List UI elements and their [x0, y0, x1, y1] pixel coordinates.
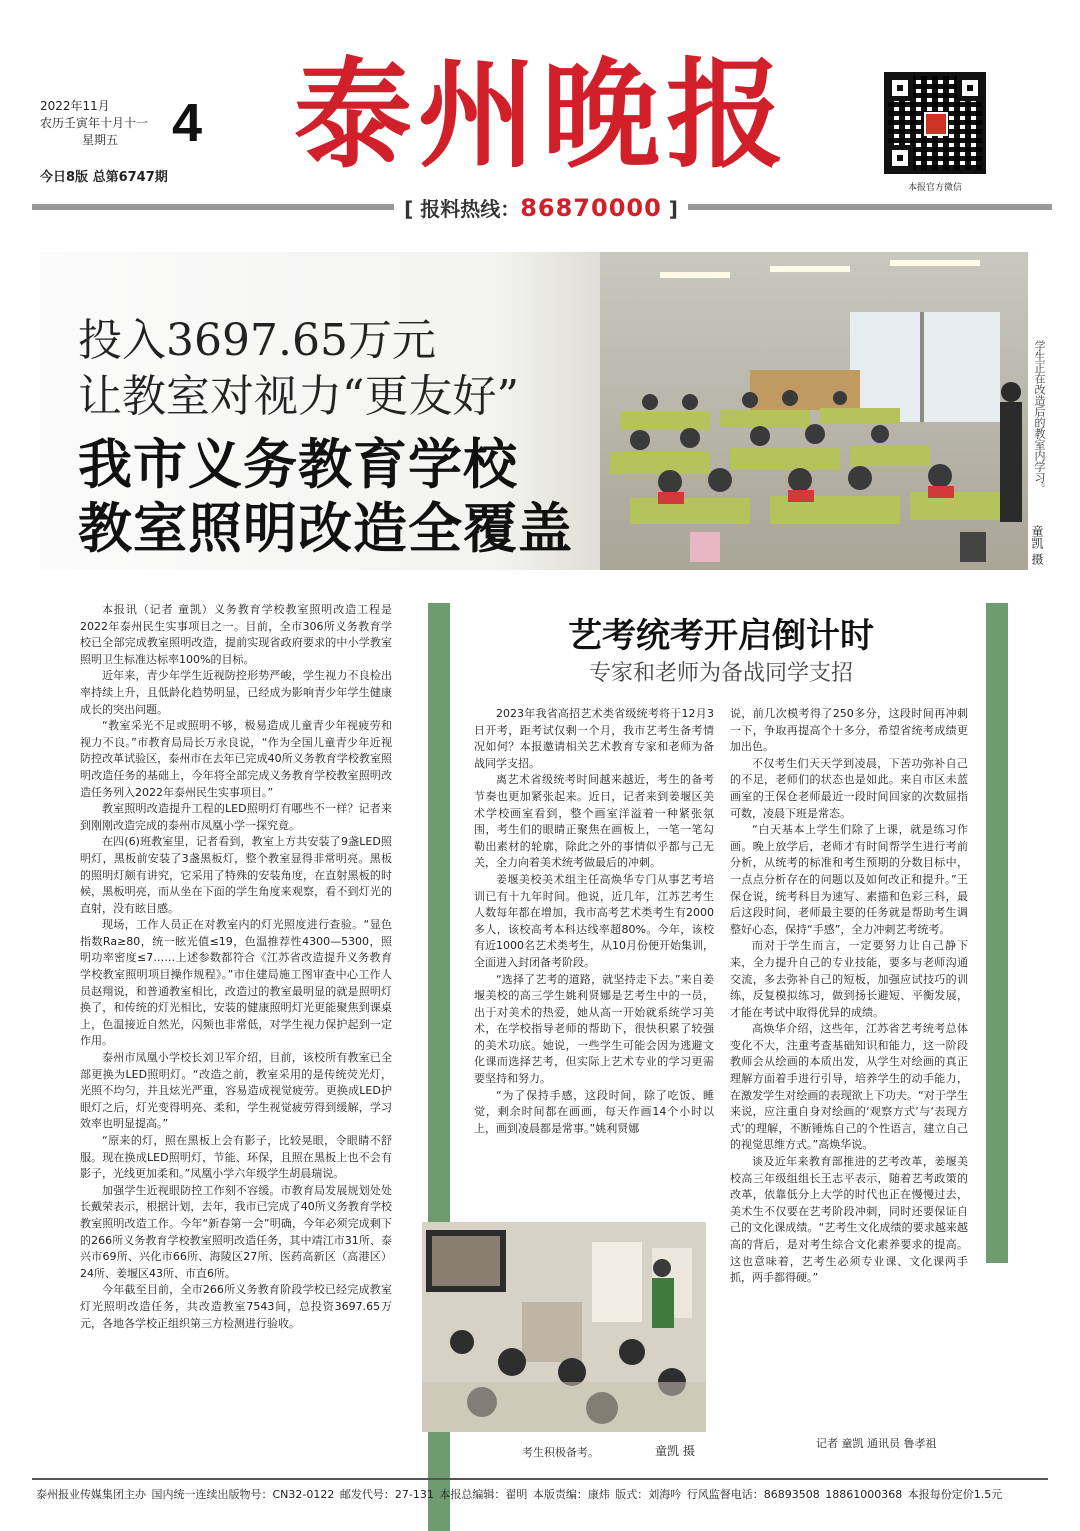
paragraph: 泰州市凤凰小学校长刘卫军介绍，目前，该校所有教室已全部更换为LED照明灯。“改造之前，教室采用的是传统荧光灯，光照不均匀，并且炫光严重，容易造成视觉疲劳。更换成LED护眼灯之后，灯光变得明亮、柔和，学生视觉疲劳得到缓解，学习效率也明显提高。”: [80, 1051, 392, 1131]
article-byline: 记者 童凯 通讯员 鲁孝祖: [816, 1437, 937, 1450]
hero-headline-main-2: 教室照明改造全覆盖: [78, 497, 573, 560]
paragraph: 本报讯（记者 童凯）义务教育学校教室照明改造工程是2022年泰州民生实事项目之一。目前，全市306所义务教育学校已全部完成教室照明改造，提前实现省政府要求的中小学教室照明卫生标准达标率100%的目标。: [80, 603, 392, 666]
photo-side-caption: 学生正在改造后的教室内学习。: [1033, 340, 1046, 494]
paragraph: 加强学生近视眼防控工作刻不容缓。市教育局发展规划处处长戴荣表示，根据计划，去年，我市已完成了40所义务教育学校教室照明改造工作。今年“新春第一会”明确，今年必须完成剩下的266所义务教育学校教室照明改造任务，其中靖江市31所、泰兴市69所、兴化市66所、海陵区27所、医药高新区（高港区）24所、姜堰区43所、市直6所。: [80, 1183, 392, 1280]
paragraph: 2023年我省高招艺术类省级统考将于12月3日开考，距考试仅剩一个月，我市艺考生备考情况如何？本报邀请相关艺术教育专家和老师为备战同学支招。: [474, 707, 714, 770]
qr-caption: 本报官方微信: [907, 183, 962, 193]
hotline: [396, 193, 686, 222]
photo-side-credit: 童凯 摄: [1030, 525, 1044, 565]
paragraph: “原来的灯，照在黑板上会有影子，比较晃眼，令眼睛不舒服。现在换成LED照明灯，节能、环保，且照在黑板上也不会有影子，光线更加柔和。”凤凰小学六年级学生胡晨瑞说。: [80, 1134, 392, 1181]
date-block: [40, 93, 220, 153]
paragraph: 姜堰美校美术组主任高焕华专门从事艺考培训已有十九年时间。他说，近几年，江苏艺考生人数每年都在增加，我市高考艺术类考生有2000多人，该校高考本科达线率超80%。今年，该校有近1000名艺术类考生，从10月份便开始集训，全面进入封闭备考阶段。: [474, 872, 714, 969]
paragraph: 现场，工作人员正在对教室内的灯光照度进行查验。“显色指数Ra≥80，统一眩光值≤19，色温推荐性4300—5300，照明功率密度≤7……上述参数都符合《江苏省改造提升义务教育学校教室照明项目操作规程》。”市住建局施工图审查中心工作人员赵翔说，和普通教室相比，改造过的教室最明显的就是照明灯换了，和传统的灯光相比，安装的健康照明灯光更能聚焦到课桌上，色温接近自然光，闪频也非常低，对学生视力保护起到一定作用。: [80, 918, 392, 1048]
qr-logo-icon: [924, 112, 948, 136]
paragraph: 教室照明改造提升工程的LED照明灯有哪些不一样？记者来到刚刚改造完成的泰州市凤凰小学一探究竟。: [80, 802, 392, 832]
hotline-bracket: [: [404, 197, 421, 221]
hero-headline-main-1: 我市义务教育学校: [78, 433, 518, 496]
paragraph: “选择了艺考的道路，就坚持走下去。”来自姜堰美校的高三学生姚利贤娜是艺考生中的一员，出于对美术的热爱，她从高一开始就系统学习美术，在学校指导老师的帮助下，很快积累了较强的美术功底。她说，一些学生可能会因为逃避文化课而选择艺考，但实际上艺术专业的学习更需要坚持和努力。: [474, 972, 714, 1086]
article-art-exam-title: 艺考统考开启倒计时: [568, 616, 874, 656]
paragraph: 而对于学生而言，一定要努力让自己静下来，全力提升自己的专业技能，要多与老师沟通交流，多去弥补自己的短板，加强应试技巧的训练，反复模拟练习，做到扬长避短、平衡发展，才能在考试中取得优异的成绩。: [730, 939, 968, 1019]
paragraph: “白天基本上学生们除了上课，就是练习作画。晚上放学后，老师才有时间帮学生进行考前分析，从统考的标准和考生预期的分数目标中，一点点分析存在的问题以及如何改正和提升。”王保仓说，统考科目为速写、素描和色彩三科，最后这段时间，老师最主要的任务就是帮助考生调整好心态，保持“手感”，全力冲刺艺考统考。: [730, 823, 968, 936]
paragraph: “为了保持手感，这段时间，除了吃饭、睡觉，剩余时间都在画画，每天作画14个小时以上，画到凌晨都是常事。”姚利贤娜: [474, 1088, 714, 1135]
paragraph: 不仅考生们天天学到凌晨，下苦功弥补自己的不足，老师们的状态也是如此。来自市区未蓝画室的王保仓老师最近一段时间回家的次数屈指可数，凌晨下班是常态。: [730, 756, 968, 820]
article-art-exam-col-left: [474, 706, 714, 1137]
art-studio-image: [422, 1222, 706, 1432]
masthead-rule-left: [32, 204, 394, 210]
classroom-photo: [600, 252, 1028, 570]
art-photo-caption: 考生积极备考。: [522, 1446, 599, 1459]
date-day: 4: [172, 93, 203, 153]
paragraph: 近年来，青少年学生近视防控形势严峻，学生视力不良检出率持续上升，且低龄化趋势明显，已经成为影响青少年学生健康成长的突出问题。: [80, 669, 392, 716]
paragraph: 在四(6)班教室里，记者看到，教室上方共安装了9盏LED照明灯，黑板前安装了3盏黑板灯，整个教室显得非常明亮。黑板的照明灯颇有讲究，它采用了特殊的安装角度，在直射黑板的时候，黑板明亮，而从坐在下面的学生角度来观察，看不到灯光的直射，没有眩目感。: [80, 835, 392, 915]
section-accent-bar: [986, 603, 1008, 1263]
paragraph: 说，前几次模考得了250多分，这段时间再冲刺一下，争取再提高个十多分，希望省统考成绩更加出色。: [730, 707, 968, 754]
newspaper-title: 泰州晚报: [293, 45, 790, 184]
article-art-exam-col-right: [730, 706, 968, 1287]
hero-headline-investment: 投入3697.65万元: [78, 315, 436, 366]
edition-info: 今日8版 总第6747期: [40, 170, 168, 185]
paragraph: 高焕华介绍，这些年，江苏省艺考统考总体变化不大，注重考查基础知识和能力，这一阶段教师会从绘画的本质出发，从学生对绘画的真正理解方面着手进行引导，培养学生的动手能力，在激发学生对绘画的表现欲上下功夫。“对于学生来说，应注重自身对绘画的‘观察方式’与‘表现方式’的理解，不断锤炼自己的个性语言，建立自己的视觉思维方式。”高焕华说。: [730, 1022, 968, 1152]
footer-publication-info: 泰州报业传媒集团主办 国内统一连续出版物号：CN32-0122 邮发代号：27-131 本报总编辑：翟明 本版责编：康炜 版式：刘海吟 行风监督电话：86893508 18861000368 本报每份定价1.5元: [36, 1488, 1003, 1501]
paragraph: “教室采光不足或照明不够，极易造成儿童青少年视疲劳和视力不良。”市教育局局长万永良说，“作为全国儿童青少年近视防控改革试验区，泰州市在去年已完成40所义务教育学校教室照明改造任务的基础上，今年将全部完成义务教育学校教室照明改造任务列入2022年泰州民生实事项目。”: [80, 719, 392, 799]
date-gregorian: 2022年11月: [40, 99, 110, 113]
hero-headline-friendly: 让教室对视力“更友好”: [78, 371, 519, 422]
art-photo-credit: 童凯 摄: [655, 1444, 695, 1458]
date-lunar: 农历壬寅年十月十一: [40, 116, 149, 130]
hotline-number: 86870000: [520, 194, 662, 222]
article-art-exam-deck: 专家和老师为备战同学支招: [588, 661, 853, 686]
hotline-bracket: ]: [661, 197, 678, 221]
qr-corner: [887, 75, 913, 101]
paragraph: 今年截至目前，全市266所义务教育阶段学校已经完成教室灯光照明改造任务，共改造教室7543间，总投资3697.65万元，各地各学校正组织第三方检测进行验收。: [80, 1283, 392, 1330]
article-lighting-body: [80, 602, 392, 1332]
art-studio-photo: [422, 1222, 706, 1432]
paragraph: 谈及近年来教育部推进的艺考改革，姜堰美校高三年级组组长王志平表示，随着艺考政策的改革，依靠低分上大学的时代也正在慢慢过去，美术生不仅要在艺考阶段冲刺，同时还要保证自己的文化课成绩。“艺考生文化成绩的要求越来越高的背后，是对考生综合文化素养要求的提高。这也意味着，艺考生必须专业课、文化课两手抓，两手都得硬。”: [730, 1155, 968, 1285]
masthead-rule-right: [688, 204, 1052, 210]
qr-code-icon[interactable]: [884, 72, 986, 174]
paragraph: 离艺术省级统考时间越来越近，考生的备考节奏也更加紧张起来。近日，记者来到姜堰区美术学校画室看到，整个画室洋溢着一种紧张氛围，考生们的眼睛正聚焦在画板上，一笔一笔勾勒出素材的轮廓，除此之外的事情似乎都与己无关，全力向着美术统考做最后的冲刺。: [474, 773, 714, 870]
hotline-label: 报料热线：: [420, 197, 521, 221]
footer-rule: [32, 1478, 1048, 1480]
date-weekday: 星期五: [82, 133, 119, 147]
qr-corner: [887, 145, 913, 171]
hero-banner: [40, 252, 1028, 570]
qr-corner: [957, 75, 983, 101]
